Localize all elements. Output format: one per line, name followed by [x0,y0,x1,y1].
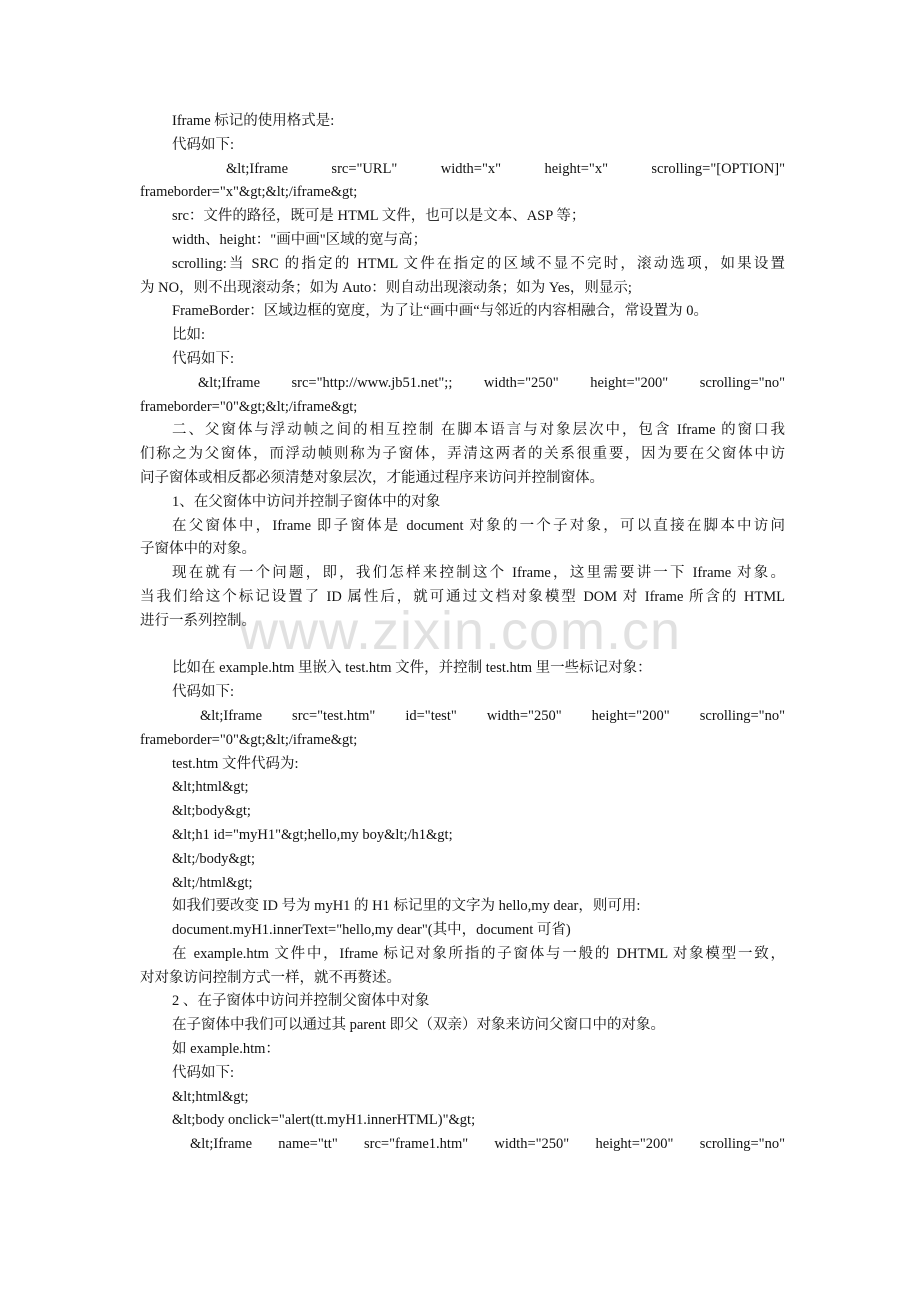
text-line: 在 example.htm 文件中，Iframe 标记对象所指的子窗体与一般的 DHTML 对象模型一致， [172,945,785,962]
watermark: www.zixin.com.cn [238,601,682,661]
text-line: 在父窗体中，Iframe 即子窗体是 document 对象的一个子对象，可以直接在脚本中访问 [172,517,785,534]
text-line: 在子窗体中我们可以通过其 parent 即父（双亲）对象来访问父窗口中的对象。 [172,1017,665,1034]
code-line: frameborder="x"&gt;&lt;/iframe&gt; [140,184,358,201]
code-line: &lt;html&gt; [172,779,249,796]
text-line: 们称之为父窗体，而浮动帧则称为子窗体，弄清这两者的关系很重要，因为要在父窗体中访 [140,446,785,463]
code-line: frameborder="0"&gt;&lt;/iframe&gt; [140,398,358,415]
code-line: document.myH1.innerText="hello,my dear"(其中，document 可省) [172,922,571,939]
text-line: 子窗体中的对象。 [140,541,256,558]
code-line: &lt;Iframe src="http://www.jb51.net";; width="250" height="200" scrolling="no" [198,374,785,391]
text-line: 代码如下: [172,350,235,367]
text-line: 如 example.htm： [172,1041,280,1058]
code-line: &lt;/body&gt; [172,850,255,867]
section-heading: 二、父窗体与浮动帧之间的相互控制 在脚本语言与对象层次中，包含 Iframe 的窗口我 [172,422,785,439]
code-line: &lt;body onclick="alert(tt.myH1.innerHTML)"&gt; [172,1112,476,1129]
code-line: &lt;/html&gt; [172,874,253,891]
text-line: width、height："画中画"区域的宽与高； [172,231,428,248]
code-line: &lt;h1 id="myH1"&gt;hello,my boy&lt;/h1&gt; [172,826,453,843]
text-line: src：文件的路径，既可是 HTML 文件，也可以是文本、ASP 等； [172,208,586,225]
text-line: 代码如下: [172,136,235,153]
code-line: &lt;Iframe src="test.htm" id="test" width="250" height="200" scrolling="no" [200,707,785,724]
text-line: 如我们要改变 ID 号为 myH1 的 H1 标记里的文字为 hello,my dear，则可用: [172,898,641,915]
code-line: &lt;body&gt; [172,803,251,820]
text-line: 对对象访问控制方式一样，就不再赘述。 [140,969,401,986]
text-line: 为 NO，则不出现滚动条；如为 Auto：则自动出现滚动条；如为 Yes，则显示; [140,279,632,296]
subsection-heading: 2 、在子窗体中访问并控制父窗体中对象 [172,993,430,1010]
code-line: &lt;Iframe src="URL" width="x" height="x" scrolling="[OPTION]" [226,160,785,177]
text-line: 代码如下: [172,1064,235,1081]
text-line: Iframe 标记的使用格式是: [172,113,335,129]
blank-line [140,634,785,658]
text-line: 代码如下: [172,684,235,701]
text-line: 比如: [172,327,206,344]
text-line: 当我们给这个标记设置了 ID 属性后，就可通过文档对象模型 DOM 对 Iframe 所含的 HTML [140,588,785,605]
text-line: test.htm 文件代码为: [172,755,299,772]
code-line: &lt;html&gt; [172,1088,249,1105]
text-line: 问子窗体或相反都必须清楚对象层次，才能通过程序来访问并控制窗体。 [140,469,604,486]
text-line: 比如在 example.htm 里嵌入 test.htm 文件，并控制 test.htm 里一些标记对象： [172,660,652,677]
code-line: frameborder="0"&gt;&lt;/iframe&gt; [140,731,358,748]
text-line: 现在就有一个问题，即，我们怎样来控制这个 Iframe，这里需要讲一下 Iframe 对象。 [172,565,785,582]
text-line: FrameBorder：区域边框的宽度，为了让“画中画“与邻近的内容相融合，常设置为 0。 [172,303,709,320]
text-line: 进行一系列控制。 [140,612,256,629]
text-line: scrolling:当 SRC 的指定的 HTML 文件在指定的区域不显不完时，滚动选项，如果设置 [172,255,785,272]
document-page [140,110,785,1157]
code-line: &lt;Iframe name="tt" src="frame1.htm" width="250" height="200" scrolling="no" [190,1136,785,1153]
subsection-heading: 1、在父窗体中访问并控制子窗体中的对象 [172,493,441,510]
